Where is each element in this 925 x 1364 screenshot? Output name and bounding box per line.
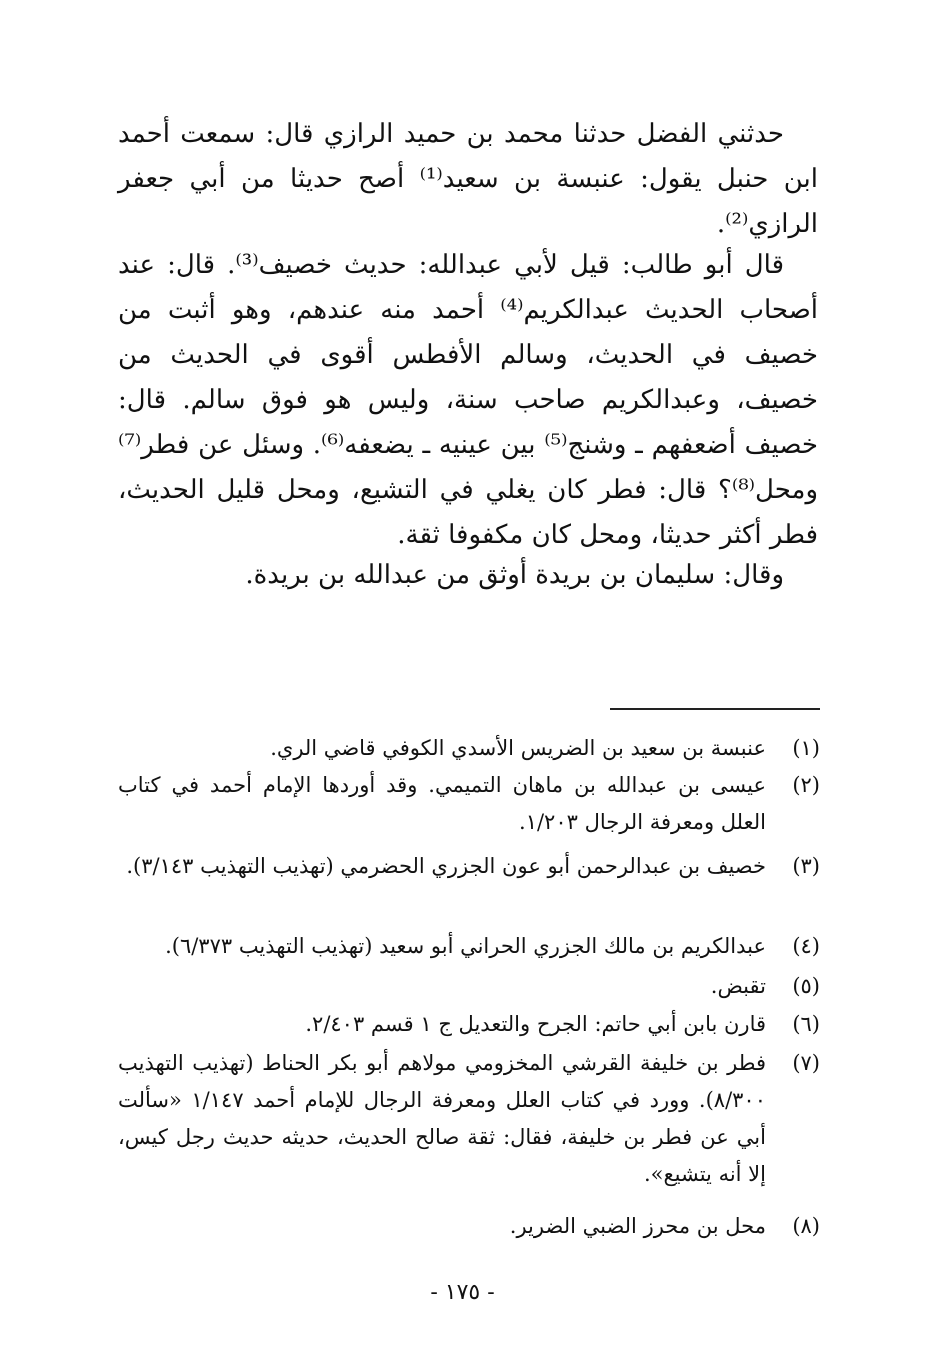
page-number: - ١٧٥ - (430, 1280, 495, 1305)
footnote-number: (٣) (792, 854, 820, 878)
footnote (118, 730, 820, 767)
footnote (118, 1045, 820, 1193)
footnote-number: (٧) (792, 1051, 820, 1075)
footnote-text: خصيف بن عبدالرحمن أبو عون الجزري الحضرمي (تهذيب التهذيب ٣/١٤٣). (126, 854, 766, 878)
body-paragraph (118, 553, 818, 598)
footnote-number: (٢) (792, 773, 820, 797)
footnote (118, 1208, 820, 1245)
paragraph-text: قال أبو طالب: قيل لأبي عبدالله: حديث خصيف⁽³⁾. قال: عند أصحاب الحديث عبدالكريم⁽⁴⁾ أحمد منه عندهم، وهو أثبت من خصيف في الحديث، وسالم الأفطس أقوى في الحديث من خصيف، وعبدالكريم صاحب سنة، وليس هو فوق سالم. قال: خصيف أضعفهم ـ وشنج⁽⁵⁾ بين عينيه ـ يضعفه⁽⁶⁾. وسئل عن فطر⁽⁷⁾ومحل⁽⁸⁾؟ قال: فطر كان يغلي في التشيع، ومحل قليل الحديث، فطر أكثر حديثا، ومحل كان مكفوفا ثقة. (118, 250, 819, 550)
footnote-number: (١) (792, 736, 820, 760)
footnote-text: عنبسة بن سعيد بن الضريس الأسدي الكوفي قاضي الري. (270, 736, 766, 760)
footnote-text: عبدالكريم بن مالك الجزري الحراني أبو سعيد (تهذيب التهذيب ٦/٣٧٣). (165, 934, 766, 958)
footnote-text: تقبض. (710, 974, 766, 998)
footnote-text: قارن بابن أبي حاتم: الجرح والتعديل ج ١ قسم ٢/٤٠٣. (305, 1012, 766, 1036)
footnote-text: محل بن محرز الضبي الضرير. (509, 1214, 766, 1238)
footnote-divider (610, 708, 820, 710)
footnote-number: (٥) (792, 974, 820, 998)
footnote (118, 968, 820, 1005)
footnote (118, 848, 820, 885)
body-paragraph (118, 112, 818, 247)
footnote-number: (٤) (792, 934, 820, 958)
footnote-text: فطر بن خليفة القرشي المخزومي مولاهم أبو بكر الحناط (تهذيب التهذيب ٨/٣٠٠). وورد في كتاب العلل ومعرفة الرجال للإمام أحمد ١/١٤٧ «سألت أبي عن فطر بن خليفة، فقال: ثقة صالح الحديث، حديثه حديث رجل كيس، إلا أنه يتشيع». (118, 1051, 766, 1186)
footnote (118, 1006, 820, 1043)
footnote (118, 928, 820, 965)
footnote-number: (٦) (792, 1012, 820, 1036)
paragraph-text: حدثني الفضل حدثنا محمد بن حميد الرازي قال: سمعت أحمد ابن حنبل يقول: عنبسة بن سعيد⁽¹⁾ أصح حديثا من أبي جعفر الرازي⁽²⁾. (118, 119, 818, 239)
paragraph-text: وقال: سليمان بن بريدة أوثق من عبدالله بن بريدة. (245, 560, 784, 590)
body-paragraph (118, 243, 818, 558)
footnote (118, 767, 820, 841)
footnote-text: عيسى بن عبدالله بن ماهان التميمي. وقد أوردها الإمام أحمد في كتاب العلل ومعرفة الرجال ١/٢٠٣. (118, 773, 766, 834)
footnote-number: (٨) (792, 1214, 820, 1238)
